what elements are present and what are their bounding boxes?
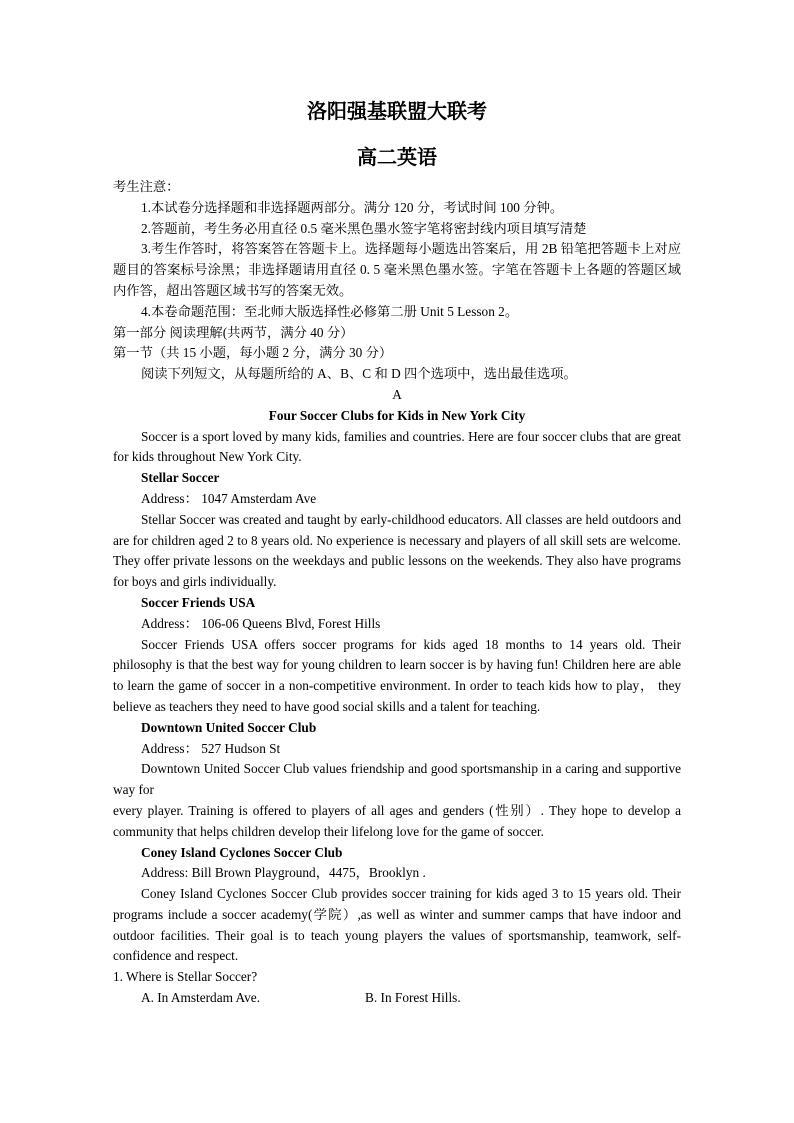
club-name: Coney Island Cyclones Soccer Club — [141, 844, 343, 860]
exam-title: 洛阳强基联盟大联考 — [307, 101, 487, 123]
club-address: Address: Bill Brown Playground，4475，Brooklyn . — [141, 865, 426, 881]
club-address: Address： 527 Hudson St — [141, 740, 281, 756]
passage-title: Four Soccer Clubs for Kids in New York City — [268, 407, 526, 423]
question-stem: 1. Where is Stellar Soccer? — [113, 969, 258, 985]
part-heading: 第一部分 阅读理解(共两节，满分 40 分） — [113, 324, 354, 340]
answer-options — [113, 988, 681, 1009]
option-a: A. In Amsterdam Ave. — [141, 990, 261, 1006]
club-description-continued: every player. Training is offered to players of all ages and genders (性别）. They hope to develop a community that helps children develop their lifelong love for the game of soccer. — [113, 802, 681, 839]
notice-item-2: 2.答题前，考生务必用直径 0.5 毫米黑色墨水签字笔将密封线内项目填写清楚 — [141, 220, 587, 236]
notice-item-4: 4.本卷命题范围：至北师大版选择性必修第二册 Unit 5 Lesson 2。 — [141, 303, 519, 319]
club-name: Stellar Soccer — [141, 470, 220, 486]
club-name: Downtown United Soccer Club — [141, 719, 317, 735]
club-description: Stellar Soccer was created and taught by early-childhood educators. All classes are held outdoors and are for children aged 2 to 8 years old. No experience is necessary and players of all skill sets are welcome. They offer private lessons on the weekdays and public lessons on the weekends. They also have programs for boys and girls individually. — [113, 511, 681, 590]
club-description: Soccer Friends USA offers soccer programs for kids aged 18 months to 14 years old. Their philosophy is that the best way for young children to learn soccer is by having fun! Children here are able to learn the game of soccer in a non-competitive environment. In order to teach kids how to play， they believe as teachers they need to have good social skills and a talent for teaching. — [113, 636, 681, 714]
notice-item-1: 1.本试卷分选择题和非选择题两部分。满分 120 分，考试时间 100 分钟。 — [141, 199, 564, 215]
option-b: B. In Forest Hills. — [365, 990, 461, 1006]
club-description: Downtown United Soccer Club values friendship and good sportsmanship in a caring and supportive way for — [113, 761, 681, 798]
passage-intro: Soccer is a sport loved by many kids, families and countries. Here are four soccer clubs that are great for kids throughout New York City. — [113, 428, 681, 465]
club-address: Address： 1047 Amsterdam Ave — [141, 490, 317, 506]
notice-heading: 考生注意： — [113, 179, 180, 194]
section-heading: 第一节（共 15 小题，每小题 2 分，满分 30 分） — [113, 345, 393, 361]
passage-letter: A — [392, 386, 402, 402]
club-name: Soccer Friends USA — [141, 594, 256, 610]
club-address: Address： 106-06 Queens Blvd, Forest Hills — [141, 615, 381, 631]
notice-item-3: 3.考生作答时，将答案答在答题卡上。选择题每小题选出答案后，用 2B 铅笔把答题卡上对应题目的答案标号涂黑；非选择题请用直径 0. 5 毫米黑色墨水签。字笔在答题卡上各题的答题区域内作答，超出答题区域书写的答案无效。 — [113, 241, 681, 298]
section-instruction: 阅读下列短文，从每题所给的 A、B、C 和 D 四个选项中，选出最佳选项。 — [141, 366, 577, 382]
subject-title: 高二英语 — [357, 147, 437, 169]
exam-page — [113, 100, 681, 1009]
club-description: Coney Island Cyclones Soccer Club provides soccer training for kids aged 3 to 15 years old. Their programs include a soccer academy(学院）,as well as winter and summer camps that have indoor and outdoor facilities. Their goal is to teach young players the values of sportsmanship, teamwork, self-confidence and respect. — [113, 886, 681, 964]
